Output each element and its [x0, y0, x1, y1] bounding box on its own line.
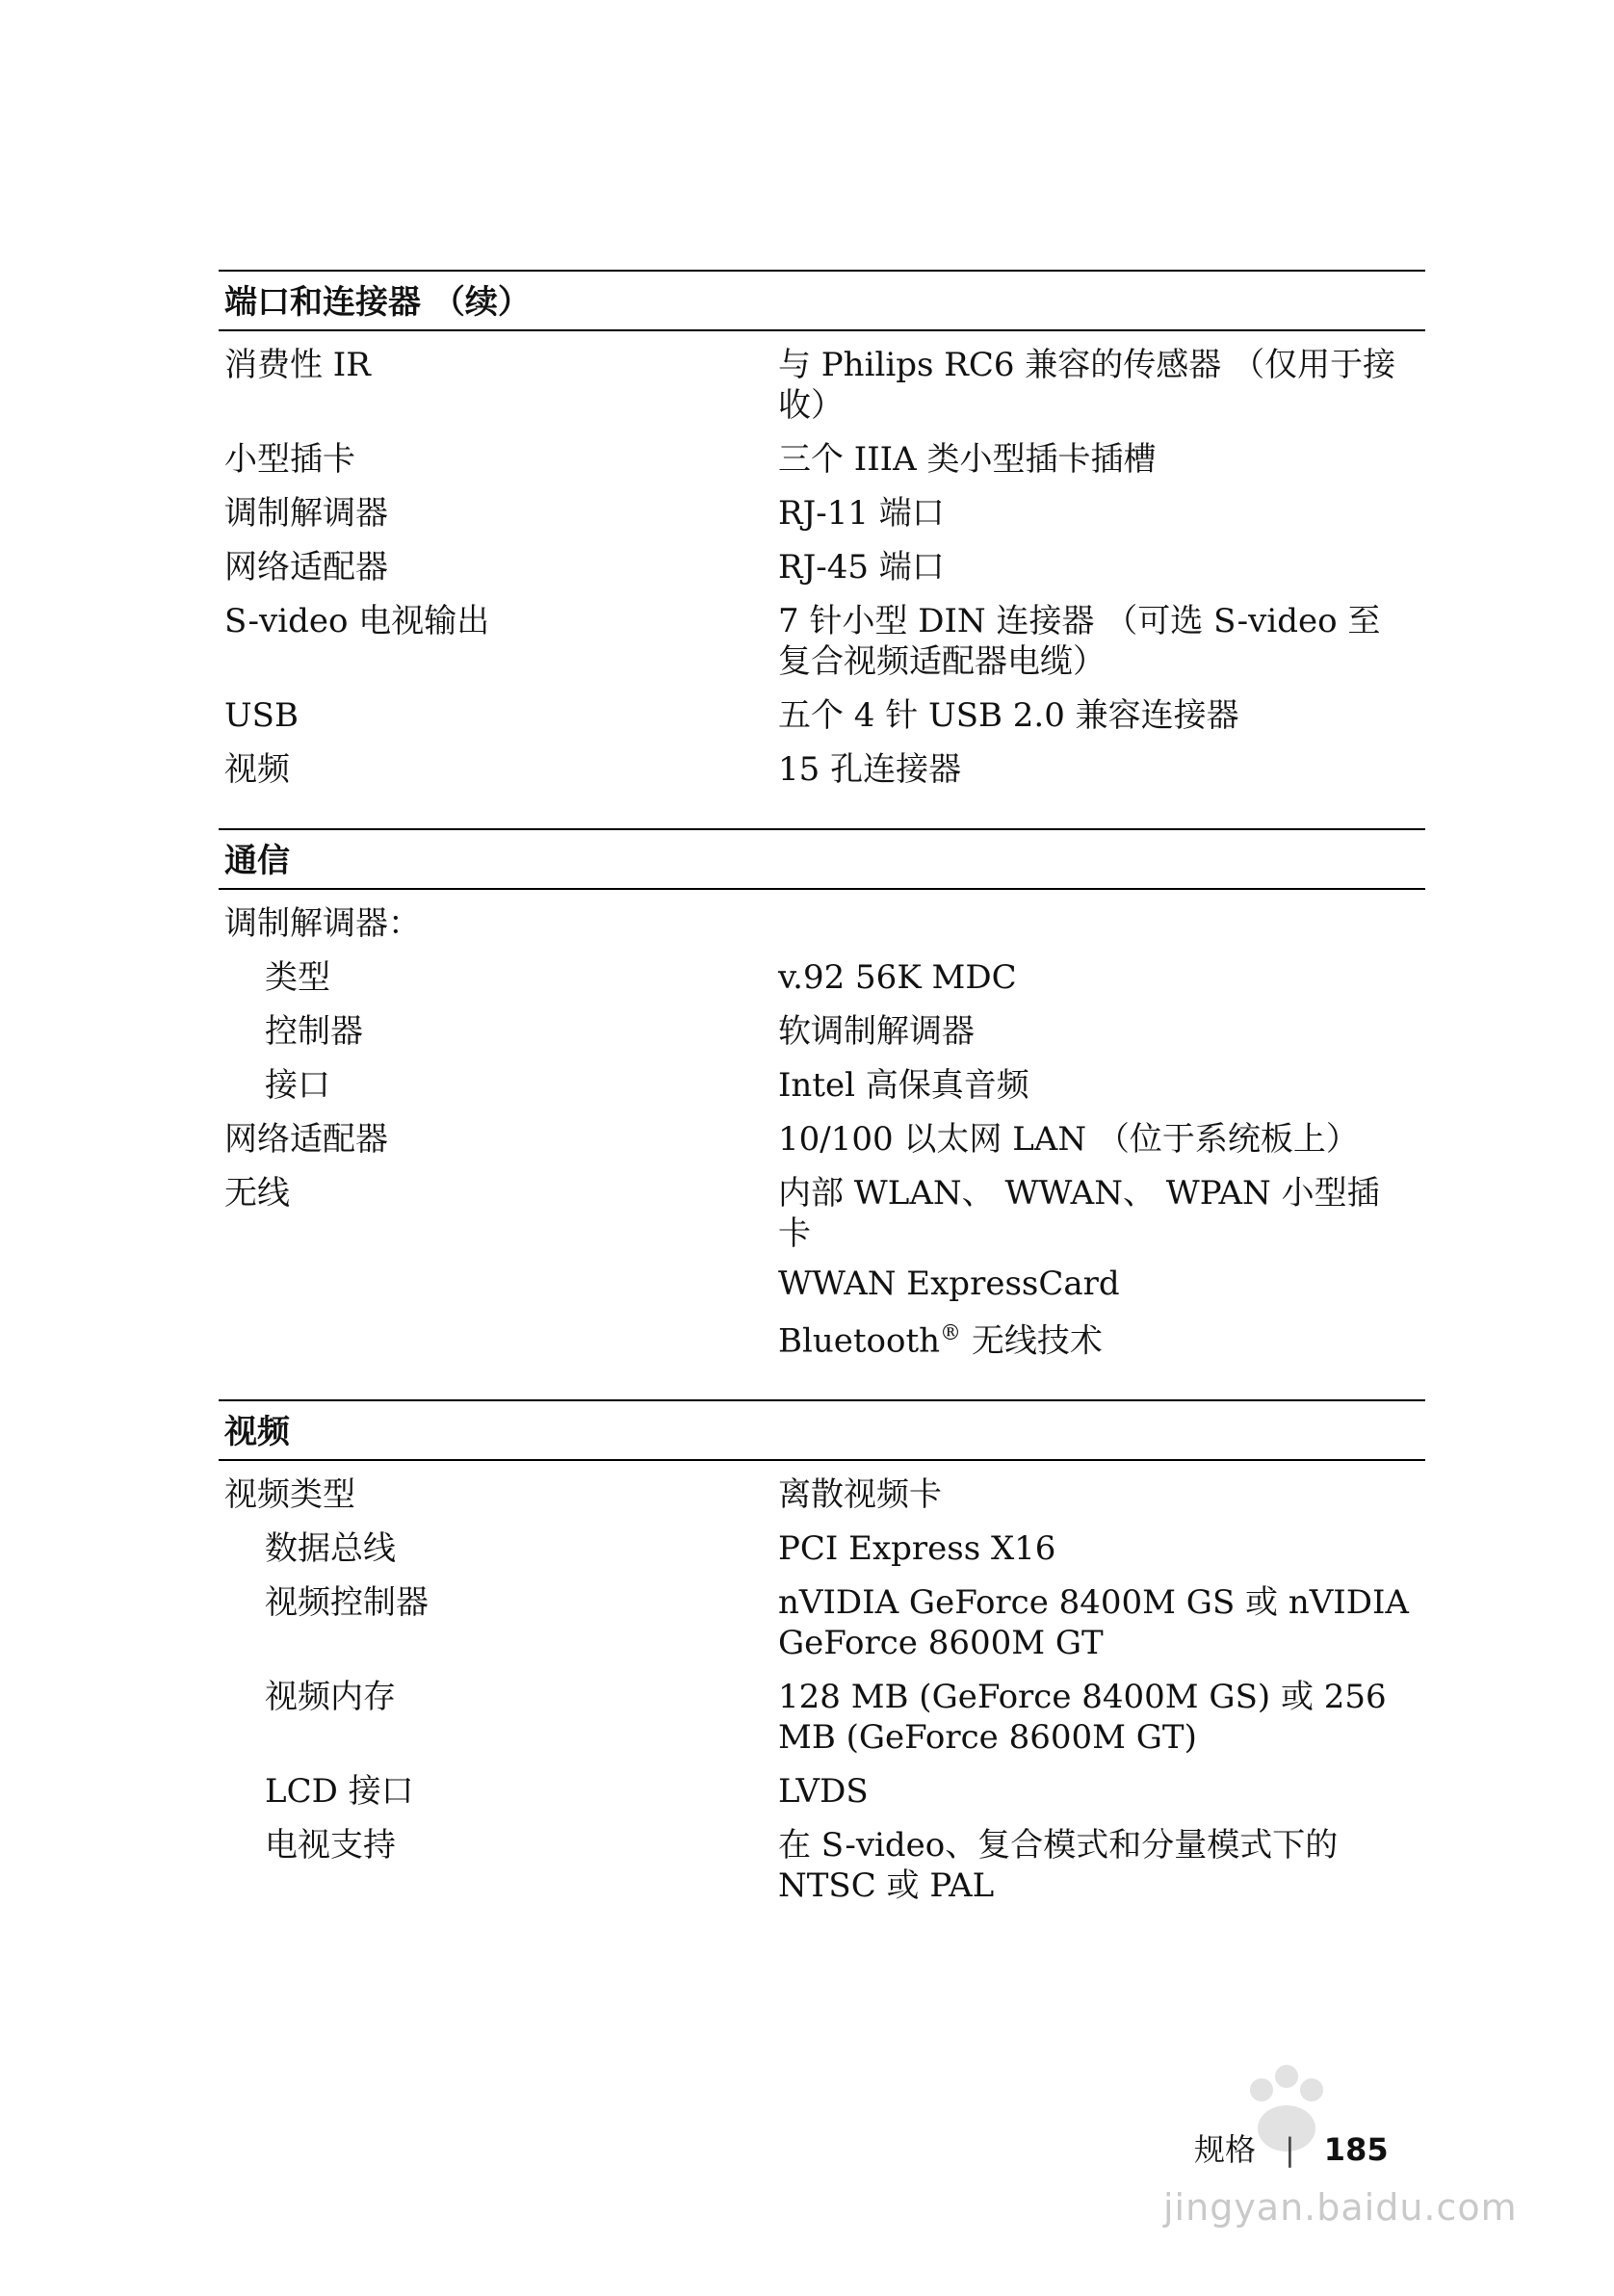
spec-label: 网络适配器 [224, 548, 388, 587]
spec-row [219, 331, 1425, 426]
spec-label: 网络适配器 [224, 1120, 388, 1159]
spec-row [219, 587, 1425, 682]
section-communications [219, 828, 1425, 1399]
spec-value [778, 331, 1419, 426]
value-line: 7 针小型 DIN 连接器 （可选 S-video 至复合视频适配器电缆） [778, 602, 1381, 681]
value-line: PCI Express X16 [778, 1529, 1056, 1569]
spec-value [778, 682, 1419, 736]
spec-value [778, 587, 1419, 682]
spec-label: 无线 [224, 1174, 290, 1213]
spec-row [219, 944, 1425, 998]
spec-label: 视频控制器 [265, 1583, 429, 1623]
value-line: 15 孔连接器 [778, 750, 962, 789]
spec-label: 数据总线 [265, 1529, 396, 1569]
spec-value [778, 426, 1419, 480]
spec-row [219, 736, 1425, 790]
spec-value [778, 1758, 1419, 1812]
spec-row [219, 534, 1425, 587]
value-line: 五个 4 针 USB 2.0 兼容连接器 [778, 696, 1239, 735]
spec-row [219, 1812, 1425, 1906]
value-line: 内部 WLAN、 WWAN、 WPAN 小型插卡 [778, 1174, 1380, 1253]
section-header: 端口和连接器 （续） [219, 270, 1425, 331]
watermark-text: jingyan.baidu.com [1163, 2186, 1518, 2229]
spec-label: 调制解调器： [224, 904, 421, 943]
spec-page [219, 270, 1425, 1906]
spec-value [778, 1515, 1419, 1569]
spec-label: 视频类型 [224, 1475, 355, 1515]
value-line: Bluetooth® 无线技术 [778, 1321, 1103, 1361]
spec-row [219, 1052, 1425, 1106]
page-number: 185 [1323, 2131, 1389, 2168]
spec-row [219, 682, 1425, 736]
spec-value [778, 1663, 1419, 1758]
spec-value [778, 1052, 1419, 1106]
spec-label: 接口 [265, 1066, 330, 1105]
value-line: 128 MB (GeForce 8400M GS) 或 256 MB (GeForce 8600M GT) [778, 1678, 1387, 1758]
spec-value [778, 480, 1419, 534]
value-line: WWAN ExpressCard [778, 1265, 1120, 1303]
spec-label: 控制器 [265, 1012, 363, 1051]
spec-label: 消费性 IR [224, 346, 371, 384]
spec-row [219, 1515, 1425, 1569]
value-line: Intel 高保真音频 [778, 1066, 1029, 1105]
spec-row [219, 426, 1425, 480]
value-line: 离散视频卡 [778, 1475, 942, 1515]
page-footer [1194, 2130, 1389, 2169]
section-ports-connectors [219, 270, 1425, 828]
spec-label: 视频内存 [265, 1678, 396, 1717]
value-line: 10/100 以太网 LAN （位于系统板上） [778, 1120, 1359, 1159]
spec-label: 类型 [265, 958, 330, 997]
spec-value [778, 998, 1419, 1052]
spec-label: S-video 电视输出 [224, 602, 490, 640]
spec-label: 视频 [224, 750, 290, 789]
spec-row [219, 998, 1425, 1052]
spec-value [778, 1461, 1419, 1515]
value-line: nVIDIA GeForce 8400M GS 或 nVIDIA GeForce 8600M GT [778, 1583, 1409, 1663]
spec-value [778, 890, 1419, 944]
value-line: RJ-45 端口 [778, 548, 945, 587]
spec-row [219, 1160, 1425, 1361]
spec-row [219, 1569, 1425, 1663]
value-line: 与 Philips RC6 兼容的传感器 （仅用于接收） [778, 346, 1396, 425]
spec-row [219, 1461, 1425, 1515]
spec-row [219, 1758, 1425, 1812]
spec-value [778, 1569, 1419, 1663]
spec-label: 调制解调器 [224, 494, 388, 533]
section-video [219, 1399, 1425, 1906]
value-line: 软调制解调器 [778, 1012, 975, 1051]
spec-row [219, 890, 1425, 944]
value-line: 三个 IIIA 类小型插卡插槽 [778, 440, 1157, 479]
section-header: 通信 [219, 828, 1425, 890]
value-line: 在 S-video、复合模式和分量模式下的 NTSC 或 PAL [778, 1826, 1339, 1906]
footer-separator: | [1285, 2131, 1295, 2168]
spec-value [778, 1812, 1419, 1906]
spec-row [219, 480, 1425, 534]
value-line: v.92 56K MDC [778, 958, 1017, 997]
spec-value [778, 736, 1419, 790]
section-header: 视频 [219, 1399, 1425, 1461]
spec-row [219, 1663, 1425, 1758]
spec-value [778, 534, 1419, 587]
spec-label: 电视支持 [265, 1826, 396, 1866]
value-line: RJ-11 端口 [778, 494, 945, 533]
spec-value [778, 1106, 1419, 1160]
spec-row [219, 1106, 1425, 1160]
footer-section-title: 规格 [1194, 2131, 1257, 2168]
spec-label: 小型插卡 [224, 440, 355, 479]
spec-value [778, 1160, 1419, 1361]
value-line: LVDS [778, 1772, 869, 1812]
spec-label: USB [224, 696, 299, 735]
spec-value [778, 944, 1419, 998]
spec-label: LCD 接口 [265, 1772, 414, 1812]
